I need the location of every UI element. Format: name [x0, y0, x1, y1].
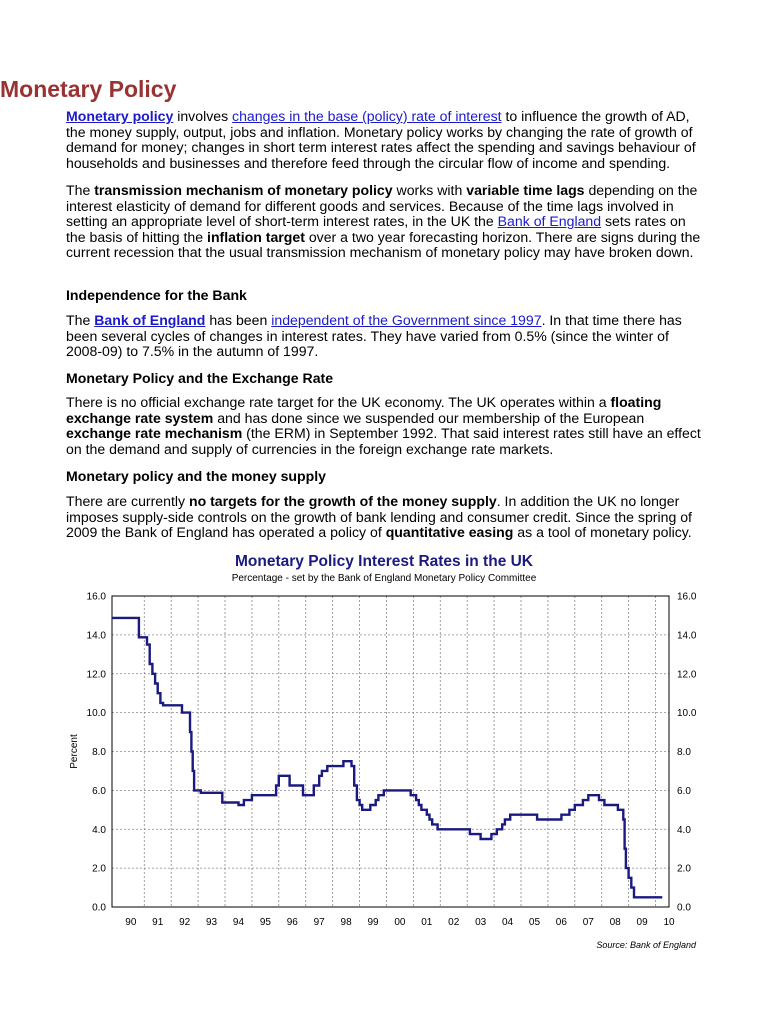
y-tick-label-right: 12.0: [677, 669, 697, 681]
bank-rate-series-line: [112, 618, 662, 897]
x-tick-label: 05: [528, 917, 541, 928]
heading-exchange-rate: Monetary Policy and the Exchange Rate: [66, 370, 334, 386]
bank-of-england-link-bold[interactable]: Bank of England: [94, 312, 206, 328]
y-tick-label-left: 0.0: [92, 902, 106, 914]
x-tick-label: 10: [663, 917, 675, 928]
y-tick-label-left: 12.0: [86, 669, 106, 681]
x-tick-label: 98: [340, 917, 352, 928]
x-tick-label: 08: [609, 917, 621, 928]
x-tick-label: 95: [259, 917, 271, 928]
independence-link[interactable]: independent of the Government since 1997: [271, 312, 542, 328]
y-tick-label-left: 2.0: [92, 863, 106, 875]
x-tick-label: 09: [636, 917, 648, 928]
y-axis-label: Percent: [69, 734, 80, 769]
y-tick-label-right: 14.0: [677, 630, 697, 642]
y-tick-label-left: 4.0: [92, 824, 106, 836]
page-title: Monetary Policy: [0, 76, 177, 102]
paragraph-exchange-rate: There is no official exchange rate target for the UK economy. The UK operates within a floating exchange rate system and has done since we suspended our membership of the European exchange rate mechanism (the ERM) in September 1992. That said interest rates still have an effect on the demand and supply of currencies in the foreign exchange rate markets.: [66, 394, 701, 457]
x-tick-label: 91: [152, 917, 164, 928]
x-tick-label: 02: [448, 917, 460, 928]
y-tick-label-left: 8.0: [92, 747, 106, 758]
chart-source: Source: Bank of England: [596, 940, 696, 950]
y-tick-label-left: 10.0: [86, 708, 106, 720]
chart-subtitle: Percentage - set by the Bank of England Monetary Policy Committee: [231, 573, 537, 584]
x-tick-label: 93: [205, 917, 218, 928]
heading-money-supply: Monetary policy and the money supply: [66, 468, 326, 484]
x-tick-label: 97: [313, 917, 325, 928]
y-tick-label-right: 8.0: [677, 747, 691, 758]
base-rate-link[interactable]: changes in the base (policy) rate of interest: [232, 108, 502, 124]
x-tick-label: 92: [179, 917, 191, 928]
paragraph-independence: The Bank of England has been independent of the Government since 1997. In that time there has been several cycles of changes in interest rates. They have varied from 0.5% (since the winter of 2008-09) to 7.5% in the autumn of 1997.: [66, 312, 682, 360]
x-tick-label: 00: [394, 917, 406, 928]
heading-independence: Independence for the Bank: [66, 287, 247, 303]
y-tick-label-right: 16.0: [677, 591, 697, 603]
x-tick-label: 03: [475, 917, 487, 928]
bank-of-england-link[interactable]: Bank of England: [497, 213, 602, 230]
x-tick-label: 07: [582, 917, 594, 928]
x-tick-label: 90: [125, 917, 137, 928]
x-tick-label: 99: [367, 917, 379, 928]
x-tick-label: 01: [421, 917, 433, 928]
y-tick-label-right: 10.0: [677, 708, 697, 720]
y-tick-label-left: 14.0: [86, 630, 106, 642]
x-tick-label: 06: [555, 917, 567, 928]
x-tick-label: 94: [232, 917, 245, 928]
x-tick-label: 96: [286, 917, 298, 928]
monetary-policy-link[interactable]: Monetary policy: [66, 108, 174, 124]
y-tick-label-left: 6.0: [92, 785, 106, 797]
chart-title: Monetary Policy Interest Rates in the UK: [234, 553, 534, 570]
y-tick-label-left: 16.0: [86, 591, 106, 603]
y-tick-label-right: 6.0: [677, 785, 691, 797]
paragraph-money-supply: There are currently no targets for the growth of the money supply. In addition the UK no longer imposes supply-side controls on the growth of bank lending and consumer credit. Since the spring of 2009 the Bank of England has operated a policy of quantitative easing as a tool of monetary policy.: [66, 493, 692, 541]
paragraph-intro: Monetary policy involves changes in the base (policy) rate of interest to influence the growth of AD, the money supply, output, jobs and inflation. Monetary policy works by changing the rate of growth of demand for money; changes in short term interest rates affect the spending and savings behaviour of households and businesses and therefore feed through the circular flow of income and spending.: [66, 108, 696, 171]
x-tick-label: 04: [501, 917, 514, 928]
y-tick-label-right: 0.0: [677, 902, 691, 914]
interest-rate-chart: [0, 585, 768, 940]
y-tick-label-right: 4.0: [677, 824, 691, 836]
y-tick-label-right: 2.0: [677, 863, 691, 875]
paragraph-transmission: The transmission mechanism of monetary policy works with variable time lags depending on the interest elasticity of demand for different goods and services. Because of the time lags involved in setting an appropriate level of short-term interest rates, in the UK the Bank of England sets rates on the basis of hitting the inflation target over a two year forecasting horizon. There are signs during the current recession that the usual transmission mechanism of monetary policy may have broken down.: [66, 182, 701, 261]
